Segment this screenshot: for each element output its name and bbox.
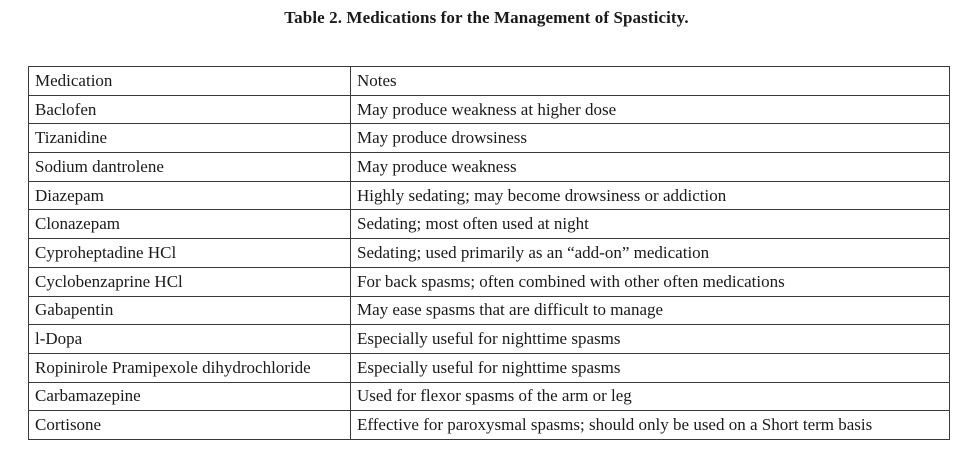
- table-row: [29, 210, 950, 239]
- notes-cell: Sedating; used primarily as an “add-on” medication: [351, 239, 950, 268]
- notes-cell: Especially useful for nighttime spasms: [351, 325, 950, 354]
- table-row: [29, 325, 950, 354]
- table-row: [29, 267, 950, 296]
- medications-table: [28, 66, 950, 440]
- table-row: [29, 181, 950, 210]
- medication-cell: Tizanidine: [29, 124, 351, 153]
- table-header-row: [29, 67, 950, 96]
- header-notes: Notes: [351, 67, 950, 96]
- medication-cell: Sodium dantrolene: [29, 153, 351, 182]
- medication-cell: Clonazepam: [29, 210, 351, 239]
- table-row: [29, 411, 950, 440]
- notes-cell: May produce drowsiness: [351, 124, 950, 153]
- notes-cell: Effective for paroxysmal spasms; should only be used on a Short term basis: [351, 411, 950, 440]
- table-row: [29, 124, 950, 153]
- table-row: [29, 296, 950, 325]
- notes-cell: Used for flexor spasms of the arm or leg: [351, 382, 950, 411]
- notes-cell: May produce weakness at higher dose: [351, 95, 950, 124]
- notes-cell: May produce weakness: [351, 153, 950, 182]
- medication-cell: Ropinirole Pramipexole dihydrochloride: [29, 353, 351, 382]
- notes-cell: Sedating; most often used at night: [351, 210, 950, 239]
- table-row: [29, 95, 950, 124]
- medication-cell: Baclofen: [29, 95, 351, 124]
- header-medication: Medication: [29, 67, 351, 96]
- notes-cell: Highly sedating; may become drowsiness or addiction: [351, 181, 950, 210]
- notes-cell: Especially useful for nighttime spasms: [351, 353, 950, 382]
- table-row: [29, 353, 950, 382]
- medication-cell: Cortisone: [29, 411, 351, 440]
- medication-cell: l-Dopa: [29, 325, 351, 354]
- notes-cell: For back spasms; often combined with other often medications: [351, 267, 950, 296]
- table-row: [29, 153, 950, 182]
- notes-cell: May ease spasms that are difficult to manage: [351, 296, 950, 325]
- table-row: [29, 382, 950, 411]
- medication-cell: Cyclobenzaprine HCl: [29, 267, 351, 296]
- medication-cell: Cyproheptadine HCl: [29, 239, 351, 268]
- medication-cell: Gabapentin: [29, 296, 351, 325]
- medication-cell: Carbamazepine: [29, 382, 351, 411]
- table-caption: Table 2. Medications for the Management of Spasticity.: [284, 8, 689, 27]
- medication-cell: Diazepam: [29, 181, 351, 210]
- table-row: [29, 239, 950, 268]
